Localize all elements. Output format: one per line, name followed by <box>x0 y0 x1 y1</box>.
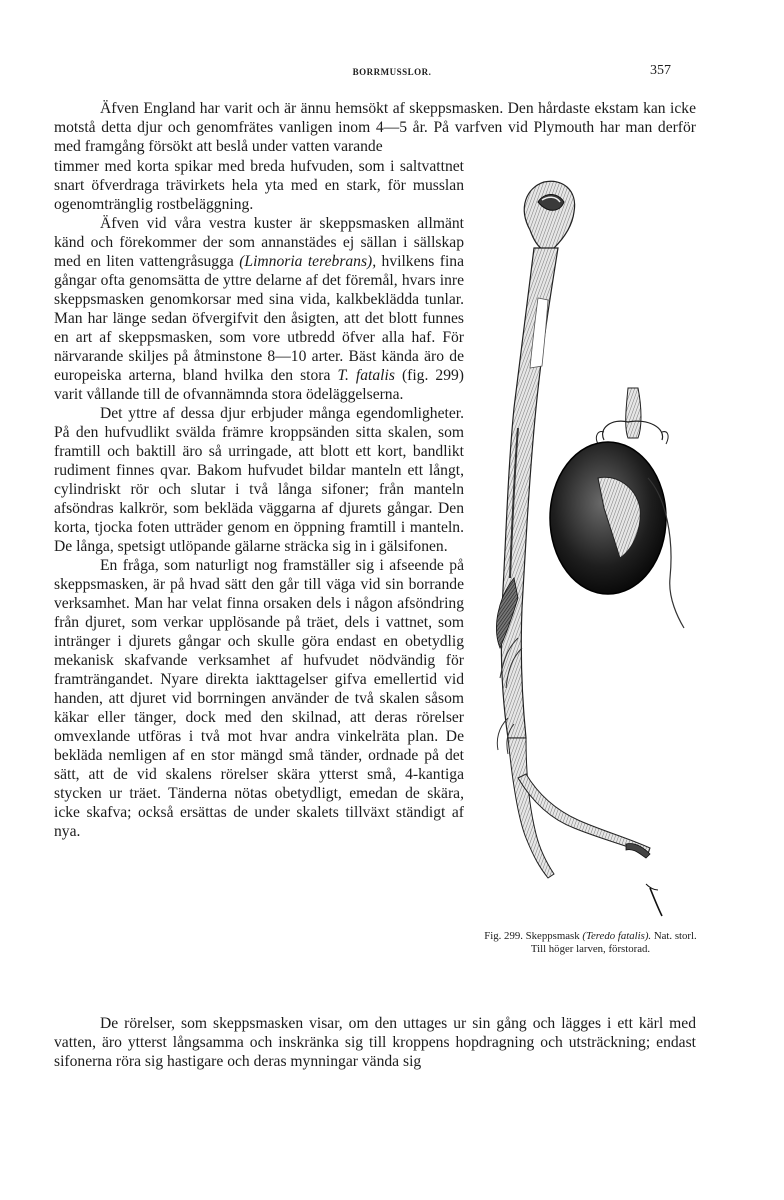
shipworm-head <box>524 181 574 251</box>
shipworm-siphons <box>508 738 650 878</box>
caption-line-2: Till höger larven, förstorad. <box>530 942 651 955</box>
caption-line-1 <box>478 930 703 943</box>
caption-species: (Teredo fatalis). <box>582 930 652 942</box>
intro-paragraph-block <box>54 100 696 157</box>
intro-continuation: timmer med korta spikar med breda hufvuden, som i saltvattnet snart öfverdraga trävirkets hela yta med en stark, för musslan ogenomtränglig rostbeläggning. <box>54 158 464 213</box>
page-number: 357 <box>650 63 671 78</box>
para2-species-limnoria: (Limnoria terebrans), <box>239 253 377 270</box>
paragraph-2 <box>54 214 464 404</box>
header-title: BORRMUSSLOR. <box>352 67 432 77</box>
paragraph-4: En fråga, som naturligt nog framställer sig i afseende på skeppsmasken, är på hvad sätt den går till väga vid sin borrande verksamhet. Man har velat finna orsaken dels i någon afsöndring från djuret, som verkar upplösande på träet, dels i vattnet, som intränger i djurets gångar och skulle göra endast en obetydlig mekanisk skafvande verksamhet af hufvudet nödvändig för framträngandet. Nyare direkta iakttagelser gifva emellertid vid handen, att djuret vid borrningen använder de två skalen såsom käkar eller tänger, dock med den skilnad, att deras rörelser omvexlande utföras i två mot hvar andra vinkelräta plan. De bekläda nemligen af en stor mängd små tänder, ordnade på det sätt, att de vid skalens rörelser skära ytterst små, 4-kantiga stycken ur träet. Tänderna nötas obetydligt, emedan de skära, icke skafva; också ersättas de under skalets tillväxt ständigt af nya. <box>54 557 464 840</box>
intro-paragraph: Äfven England har varit och är ännu hemsökt af skeppsmasken. Den hårdaste ekstam kan icke motstå detta djur och genomfrätes vanligen inom 4—5 år. På varfven vid Plymouth har man derför med framgång försökt att beslå under vatten varande <box>54 100 696 155</box>
paragraph-3: Det yttre af dessa djur erbjuder många egendomligheter. På den hufvudlikt svälda främre kroppsänden sitta skalen, som framtill och baktill äro så urringade, att blott ett kort, bandlikt rudiment finnes qvar. Bakom hufvudet bildar manteln ett långt, cylindriskt rör och slutar i två långa sifoner; från manteln afsöndras kalkrör, som bekläda väggarna af djurets gångar. Den korta, tjocka foten utträder genom en öppning framtill i manteln. De långa, spetsigt utlöpande gälarne sträcka sig in i gälsifonen. <box>54 405 464 555</box>
figure-299 <box>478 178 704 918</box>
figure-caption <box>478 930 703 955</box>
para2-species-teredo: T. fatalis <box>337 367 395 384</box>
shipworm-body <box>497 248 558 754</box>
shipworm-larva <box>550 388 684 628</box>
main-column <box>54 157 464 841</box>
para2-text-c: (fig. 299) varit vållande till de ofvannämnda stora ödeläggelserna. <box>54 367 464 403</box>
para2-text-a: Äfven vid våra vestra kuster är skeppsmasken allmänt känd och förekommer der som annanstädes ej sällan i sällskap med en liten vattengråsugga <box>54 215 464 270</box>
paragraph-5: De rörelser, som skeppsmasken visar, om den uttages ur sin gång och lägges i ett kärl med vatten, äro ytterst långsamma och inskränka sig till kroppens hopdragning och utsträckning; endast sifonerna röra sig hastigare och deras mynningar vända sig <box>54 1015 696 1070</box>
larva-small <box>626 843 662 916</box>
closing-paragraph-block <box>54 1015 696 1072</box>
shipworm-illustration <box>478 178 704 918</box>
para2-text-b: hvilkens fina gångar ofta genomsätta de yttre delarne af det föremål, hvars inre skeppsmasken genomkorsar med sina vida, kalkbeklädda tunlar. Man har länge sedan öfvergifvit den åsigten, att det blott funnes en art af skeppsmasken, som vore utbredd öfver alla haf. För närvarande skiljes på åtminstone 8—10 arter. Bäst kända äro de europeiska arterna, bland hvilka den stora <box>54 253 464 384</box>
caption-suffix: Nat. storl. <box>651 930 697 942</box>
caption-prefix: Fig. 299. Skeppsmask <box>484 930 583 942</box>
